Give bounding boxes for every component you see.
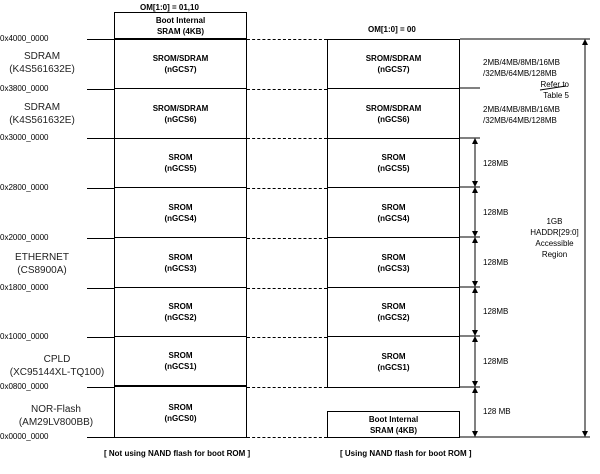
right-bank-ngcs7: SROM/SDRAM (nGCS7) [365,53,422,74]
device-cpld: CPLD (XC95144XL-TQ100) [9,354,105,378]
total-region: 1GB HADDR[29:0] Accessible Region [530,217,579,259]
device-nor-flash: NOR-Flash (AM29LV800BB) [18,404,94,428]
left-bank-ngcs5: SROM (nGCS5) [164,153,197,173]
addr-1800: 0x1800_0000 [0,283,49,292]
device-sdram-7: SDRAM (K4S561632E) [9,51,75,75]
size-bank5: 128MB [483,159,509,168]
addr-4000: 0x4000_0000 [0,34,49,43]
refer-table: Refer to Table 5 [540,80,569,100]
left-bank-ngcs6: SROM/SDRAM (nGCS6) [152,103,209,124]
device-sdram-6: SDRAM (K4S561632E) [9,102,75,126]
caption-right: [ Using NAND flash for boot ROM ] [340,449,472,458]
left-title: OM[1:0] = 01,10 [140,3,199,12]
caption-left: [ Not using NAND flash for boot ROM ] [104,449,251,458]
size-bank3: 128MB [483,258,509,267]
size-bank4: 128MB [483,208,509,217]
addr-0000: 0x0000_0000 [0,432,49,441]
size-bank6: 2MB/4MB/8MB/16MB /32MB/64MB/128MB [483,105,560,125]
size-bank0: 128 MB [483,407,511,416]
right-bank-ngcs4: SROM (nGCS4) [377,202,410,223]
left-boot-sram: Boot Internal SRAM (4KB) [155,15,206,36]
addr-2000: 0x2000_0000 [0,233,49,242]
right-bank-ngcs3: SROM (nGCS3) [377,252,410,273]
addr-1000: 0x1000_0000 [0,332,49,341]
size-bank7: 2MB/4MB/8MB/16MB /32MB/64MB/128MB [483,58,560,78]
left-bank-ngcs0: SROM (nGCS0) [164,402,197,423]
size-bank1: 128MB [483,357,509,366]
left-bank-ngcs4: SROM (nGCS4) [164,202,197,223]
right-bank-ngcs6: SROM/SDRAM (nGCS6) [365,103,422,124]
left-bank-ngcs3: SROM (nGCS3) [164,252,197,273]
addr-2800: 0x2800_0000 [0,183,49,192]
right-bank-ngcs2: SROM (nGCS2) [377,302,410,322]
addr-3000: 0x3000_0000 [0,133,49,142]
addr-0800: 0x0800_0000 [0,382,49,391]
right-bank-ngcs5: SROM (nGCS5) [377,153,410,173]
left-bank-ngcs2: SROM (nGCS2) [164,302,197,322]
addr-3800: 0x3800_0000 [0,84,49,93]
right-boot-sram: Boot Internal SRAM (4KB) [368,414,419,435]
device-ethernet: ETHERNET (CS8900A) [15,252,69,276]
size-bank2: 128MB [483,307,509,316]
left-bank-ngcs7: SROM/SDRAM (nGCS7) [152,53,209,74]
right-bank-ngcs1: SROM (nGCS1) [377,352,410,372]
left-bank-ngcs1: SROM (nGCS1) [164,351,197,371]
right-title: OM[1:0] = 00 [368,25,416,34]
